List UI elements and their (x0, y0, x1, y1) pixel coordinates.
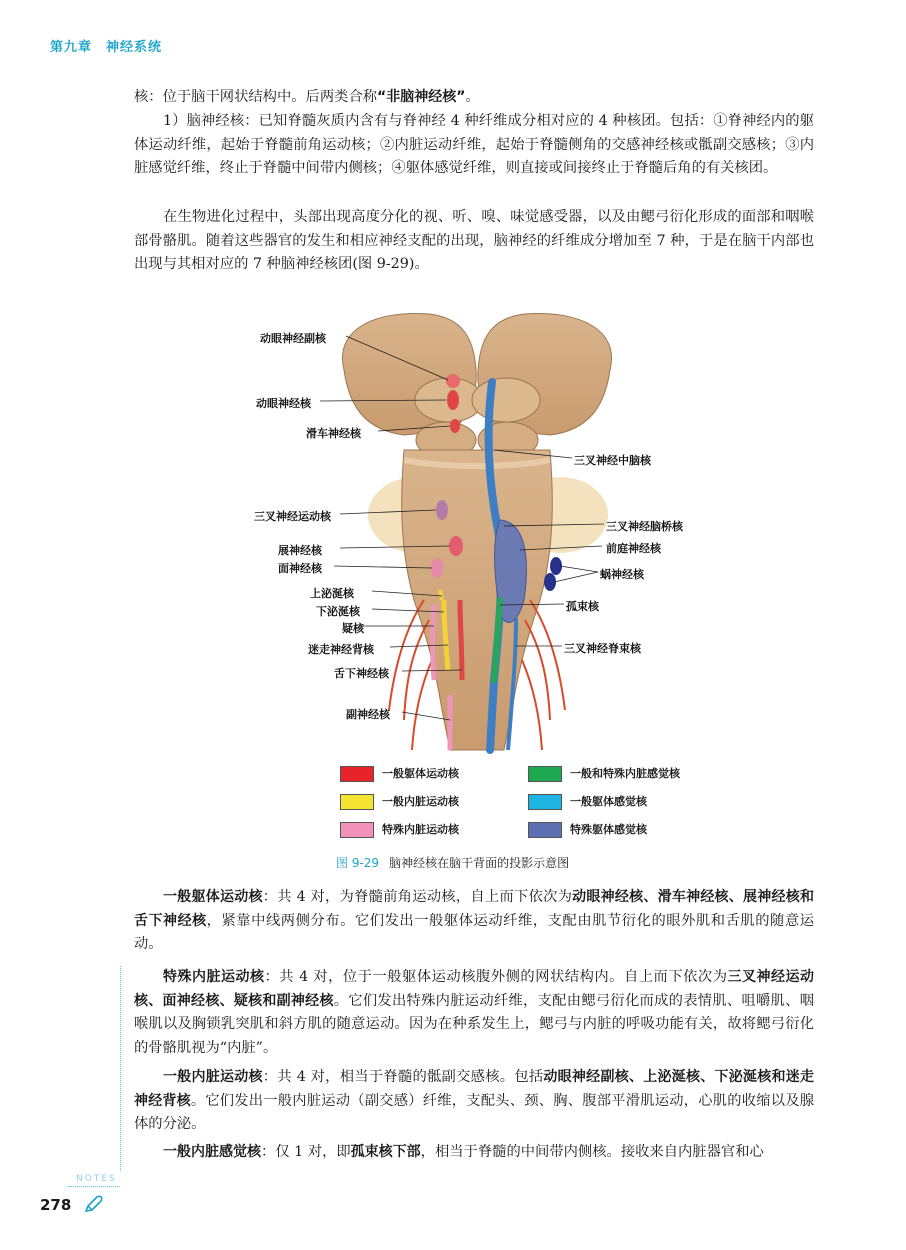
paragraph-evolution: 在生物进化过程中，头部出现高度分化的视、听、嗅、味觉感受器，以及由鳃弓衍化形成的面部和咽喉部骨骼肌。随着这些器官的发生和相应神经支配的出现，脑神经的纤维成分增加至 7 种，于是在脑干内部也出现与其相对应的 7 种脑神经核团(图 9-29)。 (134, 209, 814, 272)
paragraph-special-visceral-motor (134, 966, 814, 1060)
highlight-term: 动眼神经副核、上泌涎核、下泌涎核和迷走神经背核 (134, 1069, 815, 1109)
paragraph-somatic-motor (134, 886, 814, 957)
figure-legend (340, 764, 700, 844)
chapter-header (50, 36, 162, 55)
legend-label: 特殊内脏运动核 (382, 823, 459, 836)
highlight-term: 孤束核下部 (350, 1144, 421, 1160)
highlight-term: “非脑神经核” (377, 89, 466, 105)
page-number: 278 (40, 1196, 72, 1214)
paragraph-text: ：共 4 对，位于一般躯体运动核腹外侧的网状结构内。自上而下依次为 (264, 969, 728, 985)
legend-swatch (528, 822, 562, 838)
label-hypoglossal-nucleus: 舌下神经核 (334, 667, 389, 680)
label-mesencephalic-trigeminal-nucleus: 三叉神经中脑核 (574, 454, 651, 467)
label-cochlear-nucleus: 蜗神经核 (600, 568, 644, 581)
legend-label: 一般内脏运动核 (382, 795, 459, 808)
paragraph-continuation (134, 86, 814, 110)
paragraph-text: 。 (465, 89, 480, 105)
label-superior-salivatory-nucleus: 上泌涎核 (310, 587, 354, 600)
figure-number: 图 9-29 (336, 856, 380, 870)
brainstem-figure (254, 300, 700, 760)
paragraph-text: 。它们发出一般内脏运动（副交感）纤维，支配头、颈、胸、腹部平滑肌运动，心肌的收缩以及腺体的分泌。 (134, 1092, 815, 1132)
label-trigeminal-motor-nucleus: 三叉神经运动核 (254, 510, 331, 523)
term: 特殊内脏运动核 (163, 969, 265, 985)
highlight-term: 动眼神经核、滑车神经核、展神经核和舌下神经核 (134, 889, 815, 929)
paragraph-general-visceral-motor (134, 1066, 814, 1137)
legend-swatch (340, 766, 374, 782)
chapter-title: 神经系统 (106, 40, 163, 55)
paragraph-text: ，相当于脊髓的中间带内侧核。接收来自内脏器官和心 (420, 1144, 764, 1160)
paragraph-cranial-nuclei: 1）脑神经核：已知脊髓灰质内含有与脊神经 4 种纤维成分相对应的 4 种核团。包括：①脊神经内的躯体运动纤维，起始于脊髓前角运动核；②内脏运动纤维，起始于脊髓侧角的交感神经核或骶副交感核；③内脏感觉纤维，终止于脊髓中间带内侧核；④躯体感觉纤维，则直接或间接终止于脊髓后角的有关核团。 (134, 113, 814, 176)
legend-swatch (340, 822, 374, 838)
figure-caption (336, 854, 569, 871)
paragraph-text: ：共 4 对，为脊髓前角运动核，自上而下依次为 (262, 889, 573, 905)
label-trochlear-nucleus: 滑车神经核 (306, 427, 361, 440)
label-dorsal-vagal-nucleus: 迷走神经背核 (308, 643, 374, 656)
notes-dotted-line (68, 1186, 120, 1187)
pencil-icon (82, 1193, 104, 1215)
chapter-number: 第九章 (50, 40, 93, 55)
label-nucleus-ambiguus: 疑核 (342, 622, 364, 635)
legend-label: 特殊躯体感觉核 (570, 823, 647, 836)
term: 一般躯体运动核 (163, 889, 263, 905)
figure-caption-text: 脑神经核在脑干背面的投影示意图 (389, 856, 570, 870)
label-vestibular-nucleus: 前庭神经核 (606, 542, 661, 555)
label-oculomotor-accessory-nucleus: 动眼神经副核 (260, 332, 326, 345)
term: 一般内脏感觉核 (163, 1144, 261, 1160)
legend-swatch (528, 766, 562, 782)
label-inferior-salivatory-nucleus: 下泌涎核 (316, 605, 360, 618)
legend-label: 一般躯体感觉核 (570, 795, 647, 808)
paragraph-general-visceral-sensory (134, 1141, 814, 1165)
paragraph-text: 核：位于脑干网状结构中。后两类合称 (134, 89, 378, 105)
label-oculomotor-nucleus: 动眼神经核 (256, 397, 311, 410)
legend-label: 一般躯体运动核 (382, 767, 459, 780)
label-facial-nucleus: 面神经核 (278, 562, 322, 575)
highlight-term: 三叉神经运动核、面神经核、疑核和副神经核 (134, 969, 815, 1009)
notes-label: NOTES (76, 1174, 117, 1184)
legend-swatch (528, 794, 562, 810)
legend-swatch (340, 794, 374, 810)
paragraph-text: ：共 4 对，相当于脊髓的骶副交感核。包括 (262, 1069, 544, 1085)
label-pontine-trigeminal-nucleus: 三叉神经脑桥核 (606, 520, 683, 533)
legend-label: 一般和特殊内脏感觉核 (570, 767, 680, 780)
label-abducens-nucleus: 展神经核 (278, 544, 322, 557)
label-spinal-trigeminal-nucleus: 三叉神经脊束核 (564, 642, 641, 655)
label-solitary-nucleus: 孤束核 (566, 600, 599, 613)
paragraph-text: ，紧靠中线两侧分布。它们发出一般躯体运动纤维，支配由肌节衍化的眼外肌和舌肌的随意运动。 (134, 912, 815, 952)
paragraph-text: 。它们发出特殊内脏运动纤维，支配由鳃弓衍化而成的表情肌、咀嚼肌、咽喉肌以及胸锁乳突肌和斜方肌的随意运动。因为在种系发生上，鳃弓与内脏的呼吸功能有关，故将鳃弓衍化的骨骼肌视为“内脏”。 (134, 992, 815, 1056)
label-accessory-nucleus: 副神经核 (346, 708, 390, 721)
notes-margin-rule (120, 966, 121, 1171)
paragraph-text: ：仅 1 对，即 (261, 1144, 351, 1160)
term: 一般内脏运动核 (163, 1069, 263, 1085)
